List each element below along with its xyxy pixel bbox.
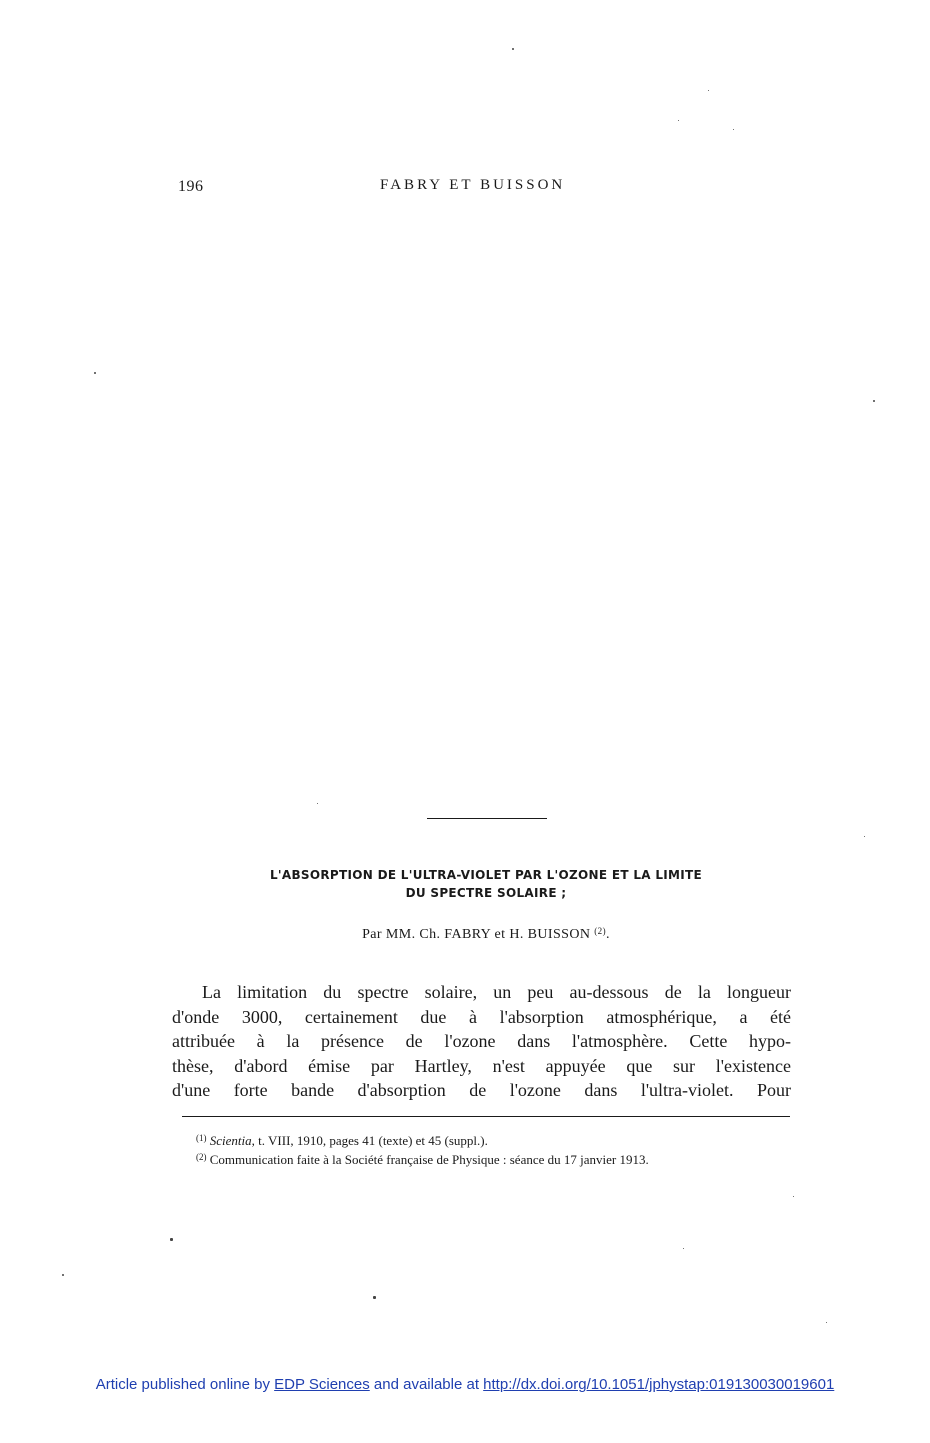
scan-speck xyxy=(683,1248,684,1249)
authors-end: . xyxy=(605,927,610,942)
body-line: d'onde 3000, certainement due à l'absorption atmosphérique, a été xyxy=(172,1006,791,1027)
authors-text: Par MM. Ch. FABRY et H. BUISSON xyxy=(362,927,591,942)
scan-speck xyxy=(317,803,318,804)
article-authors xyxy=(200,926,772,943)
footnotes xyxy=(182,1130,790,1168)
body-line: thèse, d'abord émise par Hartley, n'est appuyée que sur l'existence xyxy=(172,1055,791,1076)
scan-speck xyxy=(512,48,514,50)
footnote-2 xyxy=(182,1149,790,1168)
running-head: FABRY ET BUISSON xyxy=(380,177,566,193)
body-line: d'une forte bande d'absorption de l'ozone dans l'ultra-violet. Pour xyxy=(172,1080,791,1100)
footnote-separator-rule xyxy=(182,1116,790,1117)
footnote-journal: Scientia xyxy=(209,1133,252,1148)
footnote-1 xyxy=(182,1130,790,1149)
page-number: 196 xyxy=(178,178,204,195)
footnote-mark: (1) xyxy=(196,1133,207,1143)
scan-speck xyxy=(826,1322,827,1323)
scan-speck xyxy=(678,120,679,121)
article-body xyxy=(172,980,791,1103)
publisher-notice xyxy=(0,1376,930,1393)
scan-speck xyxy=(94,372,96,374)
footnote-mark: (2) xyxy=(196,1152,207,1162)
footnote-text: , t. VIII, 1910, pages 41 (texte) et 45 (suppl.). xyxy=(251,1133,488,1148)
scan-speck xyxy=(373,1296,376,1299)
edp-sciences-link[interactable]: EDP Sciences xyxy=(274,1376,370,1393)
publisher-middle: and available at xyxy=(369,1376,484,1393)
publisher-prefix: Article published online by xyxy=(95,1376,275,1393)
body-line: attribuée à la présence de l'ozone dans l'atmosphère. Cette hypo- xyxy=(172,1031,791,1051)
scan-speck xyxy=(170,1238,173,1241)
title-separator-rule xyxy=(427,818,547,819)
scan-speck xyxy=(793,1196,794,1197)
article-title xyxy=(200,866,772,902)
authors-footnote-mark: (2) xyxy=(594,926,606,936)
scan-speck xyxy=(708,90,709,91)
doi-link[interactable]: http://dx.doi.org/10.1051/jphystap:019130030019601 xyxy=(483,1376,835,1393)
article-title-line-2: DU SPECTRE SOLAIRE ; xyxy=(405,886,567,900)
footnote-text: Communication faite à la Société française de Physique : séance du 17 janvier 1913. xyxy=(206,1152,649,1167)
scan-speck xyxy=(62,1274,64,1276)
scan-speck xyxy=(864,836,865,837)
article-title-line-1: L'ABSORPTION DE L'ULTRA-VIOLET PAR L'OZONE ET LA LIMITE xyxy=(269,868,703,882)
body-line: La limitation du spectre solaire, un peu au-dessous de la longueur xyxy=(202,982,791,1002)
scan-speck xyxy=(733,129,734,130)
scan-speck xyxy=(873,400,875,402)
